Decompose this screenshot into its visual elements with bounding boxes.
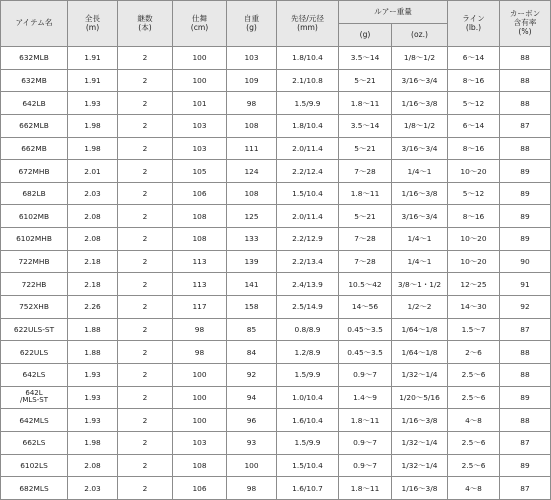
cell-length: 2.03 <box>68 477 118 500</box>
cell-line: 6～14 <box>448 114 500 137</box>
cell-carbon: 89 <box>500 160 551 183</box>
cell-line: 8～16 <box>448 205 500 228</box>
cell-lure-ounces: 1/4～1 <box>392 160 448 183</box>
cell-pieces: 2 <box>118 160 173 183</box>
table-row <box>1 228 551 251</box>
cell-lure-grams: 0.45～3.5 <box>339 318 392 341</box>
cell-item-name: 632MB <box>1 69 68 92</box>
cell-lure-grams: 1.4～9 <box>339 386 392 409</box>
cell-carbon: 87 <box>500 477 551 500</box>
cell-line: 10～20 <box>448 160 500 183</box>
cell-carbon: 90 <box>500 250 551 273</box>
cell-lure-ounces: 3/16～3/4 <box>392 69 448 92</box>
cell-item-name: 662MB <box>1 137 68 160</box>
header-lure-grams: (g) <box>339 24 392 47</box>
table-row <box>1 69 551 92</box>
cell-lure-ounces: 1/32～1/4 <box>392 454 448 477</box>
cell-diameter: 1.2/8.9 <box>277 341 339 364</box>
cell-diameter: 1.5/9.9 <box>277 363 339 386</box>
cell-weight: 103 <box>227 47 277 70</box>
cell-item-name: 642L /MLS-ST <box>1 386 68 409</box>
cell-item-name: 642LS <box>1 363 68 386</box>
cell-length: 2.01 <box>68 160 118 183</box>
cell-lure-ounces: 1/4～1 <box>392 250 448 273</box>
header-lure-weight: ルアー重量 <box>339 1 448 24</box>
cell-lure-grams: 5～21 <box>339 205 392 228</box>
cell-length: 2.03 <box>68 182 118 205</box>
cell-weight: 108 <box>227 114 277 137</box>
cell-diameter: 1.6/10.7 <box>277 477 339 500</box>
table-row <box>1 273 551 296</box>
cell-line: 1.5～7 <box>448 318 500 341</box>
cell-closed-length: 98 <box>173 341 227 364</box>
cell-lure-grams: 3.5～14 <box>339 47 392 70</box>
cell-item-name: 632MLB <box>1 47 68 70</box>
cell-diameter: 1.5/10.4 <box>277 454 339 477</box>
cell-weight: 85 <box>227 318 277 341</box>
cell-closed-length: 100 <box>173 386 227 409</box>
header-item: アイテム名 <box>1 1 68 47</box>
cell-line: 4～8 <box>448 409 500 432</box>
cell-line: 2.5～6 <box>448 454 500 477</box>
table-row <box>1 454 551 477</box>
cell-pieces: 2 <box>118 114 173 137</box>
cell-item-name: 6102MHB <box>1 228 68 251</box>
cell-pieces: 2 <box>118 409 173 432</box>
cell-diameter: 1.0/10.4 <box>277 386 339 409</box>
cell-carbon: 87 <box>500 431 551 454</box>
cell-line: 14～30 <box>448 296 500 319</box>
cell-pieces: 2 <box>118 363 173 386</box>
cell-length: 1.93 <box>68 386 118 409</box>
table-row <box>1 160 551 183</box>
cell-diameter: 0.8/8.9 <box>277 318 339 341</box>
table-row <box>1 431 551 454</box>
cell-lure-ounces: 3/16～3/4 <box>392 205 448 228</box>
cell-pieces: 2 <box>118 228 173 251</box>
cell-lure-grams: 1.8～11 <box>339 182 392 205</box>
cell-lure-ounces: 3/8～1・1/2 <box>392 273 448 296</box>
cell-lure-ounces: 1/4～1 <box>392 228 448 251</box>
cell-item-name: 622ULS <box>1 341 68 364</box>
cell-line: 10～20 <box>448 250 500 273</box>
table-row <box>1 182 551 205</box>
header-lure-ounces: (oz.) <box>392 24 448 47</box>
cell-weight: 125 <box>227 205 277 228</box>
table-row <box>1 477 551 500</box>
cell-carbon: 88 <box>500 92 551 115</box>
header-closed-length: 仕舞 (cm) <box>173 1 227 47</box>
cell-length: 1.93 <box>68 363 118 386</box>
cell-line: 4～8 <box>448 477 500 500</box>
cell-lure-grams: 0.9～7 <box>339 431 392 454</box>
cell-pieces: 2 <box>118 137 173 160</box>
cell-diameter: 1.8/10.4 <box>277 114 339 137</box>
cell-item-name: 662LS <box>1 431 68 454</box>
cell-weight: 158 <box>227 296 277 319</box>
cell-closed-length: 117 <box>173 296 227 319</box>
cell-length: 2.08 <box>68 228 118 251</box>
cell-diameter: 2.4/13.9 <box>277 273 339 296</box>
header-line: ライン (lb.) <box>448 1 500 47</box>
cell-carbon: 87 <box>500 318 551 341</box>
cell-lure-grams: 1.8～11 <box>339 409 392 432</box>
cell-item-name: 6102LS <box>1 454 68 477</box>
cell-weight: 141 <box>227 273 277 296</box>
cell-carbon: 88 <box>500 47 551 70</box>
cell-diameter: 1.8/10.4 <box>277 47 339 70</box>
cell-lure-ounces: 3/16～3/4 <box>392 137 448 160</box>
cell-closed-length: 103 <box>173 431 227 454</box>
cell-lure-ounces: 1/32～1/4 <box>392 363 448 386</box>
cell-weight: 94 <box>227 386 277 409</box>
cell-diameter: 1.5/9.9 <box>277 431 339 454</box>
header-pieces: 継数 (本) <box>118 1 173 47</box>
cell-length: 1.91 <box>68 69 118 92</box>
cell-weight: 108 <box>227 182 277 205</box>
cell-length: 1.98 <box>68 137 118 160</box>
cell-item-name: 622ULS-ST <box>1 318 68 341</box>
cell-lure-ounces: 1/64～1/8 <box>392 318 448 341</box>
cell-closed-length: 108 <box>173 454 227 477</box>
cell-pieces: 2 <box>118 341 173 364</box>
cell-diameter: 2.2/13.4 <box>277 250 339 273</box>
cell-item-name: 6102MB <box>1 205 68 228</box>
cell-lure-grams: 0.9～7 <box>339 454 392 477</box>
cell-closed-length: 106 <box>173 477 227 500</box>
cell-lure-ounces: 1/8～1/2 <box>392 47 448 70</box>
cell-line: 5～12 <box>448 182 500 205</box>
cell-closed-length: 108 <box>173 205 227 228</box>
cell-line: 8～16 <box>448 137 500 160</box>
cell-closed-length: 100 <box>173 47 227 70</box>
cell-lure-grams: 3.5～14 <box>339 114 392 137</box>
cell-length: 1.98 <box>68 431 118 454</box>
cell-length: 1.91 <box>68 47 118 70</box>
cell-closed-length: 100 <box>173 363 227 386</box>
table-row <box>1 137 551 160</box>
cell-carbon: 89 <box>500 205 551 228</box>
cell-carbon: 88 <box>500 69 551 92</box>
cell-lure-grams: 1.8～11 <box>339 92 392 115</box>
table-row <box>1 114 551 137</box>
cell-lure-grams: 10.5～42 <box>339 273 392 296</box>
cell-pieces: 2 <box>118 386 173 409</box>
cell-weight: 98 <box>227 92 277 115</box>
cell-diameter: 2.2/12.9 <box>277 228 339 251</box>
cell-pieces: 2 <box>118 477 173 500</box>
table-row <box>1 363 551 386</box>
cell-carbon: 89 <box>500 182 551 205</box>
cell-diameter: 2.5/14.9 <box>277 296 339 319</box>
table-row <box>1 318 551 341</box>
cell-closed-length: 100 <box>173 69 227 92</box>
cell-pieces: 2 <box>118 47 173 70</box>
cell-weight: 100 <box>227 454 277 477</box>
cell-length: 1.88 <box>68 318 118 341</box>
cell-line: 5～12 <box>448 92 500 115</box>
header-weight: 自重 (g) <box>227 1 277 47</box>
cell-lure-grams: 5～21 <box>339 137 392 160</box>
cell-closed-length: 106 <box>173 182 227 205</box>
cell-line: 2～6 <box>448 341 500 364</box>
cell-lure-grams: 7～28 <box>339 228 392 251</box>
cell-length: 1.98 <box>68 114 118 137</box>
cell-lure-grams: 14～56 <box>339 296 392 319</box>
cell-lure-grams: 1.8～11 <box>339 477 392 500</box>
cell-carbon: 91 <box>500 273 551 296</box>
table-row <box>1 296 551 319</box>
table-row <box>1 341 551 364</box>
table-row <box>1 205 551 228</box>
cell-closed-length: 103 <box>173 137 227 160</box>
cell-closed-length: 100 <box>173 409 227 432</box>
cell-lure-grams: 7～28 <box>339 250 392 273</box>
cell-lure-grams: 7～28 <box>339 160 392 183</box>
table-row <box>1 92 551 115</box>
header-tip-butt-diameter: 先径/元径 (mm) <box>277 1 339 47</box>
header-row-top <box>1 1 551 24</box>
cell-carbon: 88 <box>500 137 551 160</box>
cell-pieces: 2 <box>118 250 173 273</box>
cell-diameter: 2.2/12.4 <box>277 160 339 183</box>
cell-line: 2.5～6 <box>448 363 500 386</box>
cell-pieces: 2 <box>118 454 173 477</box>
cell-closed-length: 108 <box>173 228 227 251</box>
spec-table-body <box>1 47 551 500</box>
cell-length: 2.18 <box>68 250 118 273</box>
cell-carbon: 87 <box>500 114 551 137</box>
cell-closed-length: 113 <box>173 250 227 273</box>
cell-length: 2.08 <box>68 454 118 477</box>
cell-lure-ounces: 1/16～3/8 <box>392 477 448 500</box>
cell-item-name: 662MLB <box>1 114 68 137</box>
cell-line: 2.5～6 <box>448 431 500 454</box>
cell-pieces: 2 <box>118 273 173 296</box>
cell-lure-grams: 0.9～7 <box>339 363 392 386</box>
cell-weight: 96 <box>227 409 277 432</box>
cell-carbon: 89 <box>500 386 551 409</box>
cell-weight: 84 <box>227 341 277 364</box>
table-row <box>1 47 551 70</box>
cell-diameter: 1.5/10.4 <box>277 182 339 205</box>
cell-lure-ounces: 1/16～3/8 <box>392 409 448 432</box>
cell-closed-length: 98 <box>173 318 227 341</box>
cell-item-name: 682LB <box>1 182 68 205</box>
cell-weight: 124 <box>227 160 277 183</box>
cell-length: 2.08 <box>68 205 118 228</box>
cell-carbon: 88 <box>500 409 551 432</box>
cell-carbon: 88 <box>500 363 551 386</box>
cell-item-name: 722MHB <box>1 250 68 273</box>
cell-line: 8～16 <box>448 69 500 92</box>
cell-weight: 111 <box>227 137 277 160</box>
cell-weight: 92 <box>227 363 277 386</box>
cell-length: 1.88 <box>68 341 118 364</box>
cell-diameter: 1.5/9.9 <box>277 92 339 115</box>
cell-diameter: 2.1/10.8 <box>277 69 339 92</box>
cell-diameter: 2.0/11.4 <box>277 205 339 228</box>
cell-item-name: 642LB <box>1 92 68 115</box>
cell-item-name: 672MHB <box>1 160 68 183</box>
cell-carbon: 92 <box>500 296 551 319</box>
cell-lure-grams: 5～21 <box>339 69 392 92</box>
cell-carbon: 88 <box>500 341 551 364</box>
table-row <box>1 250 551 273</box>
cell-item-name: 682MLS <box>1 477 68 500</box>
cell-closed-length: 105 <box>173 160 227 183</box>
cell-line: 2.5～6 <box>448 386 500 409</box>
cell-length: 1.93 <box>68 409 118 432</box>
cell-pieces: 2 <box>118 182 173 205</box>
cell-lure-ounces: 1/20～5/16 <box>392 386 448 409</box>
cell-item-name: 642MLS <box>1 409 68 432</box>
cell-lure-ounces: 1/16～3/8 <box>392 182 448 205</box>
cell-carbon: 89 <box>500 454 551 477</box>
cell-pieces: 2 <box>118 69 173 92</box>
cell-lure-grams: 0.45～3.5 <box>339 341 392 364</box>
cell-length: 2.18 <box>68 273 118 296</box>
cell-lure-ounces: 1/32～1/4 <box>392 431 448 454</box>
cell-closed-length: 101 <box>173 92 227 115</box>
header-length: 全長 (m) <box>68 1 118 47</box>
cell-line: 10～20 <box>448 228 500 251</box>
table-row <box>1 386 551 409</box>
cell-item-name: 752XHB <box>1 296 68 319</box>
cell-carbon: 89 <box>500 228 551 251</box>
cell-weight: 93 <box>227 431 277 454</box>
cell-weight: 98 <box>227 477 277 500</box>
cell-pieces: 2 <box>118 92 173 115</box>
cell-lure-ounces: 1/16～3/8 <box>392 92 448 115</box>
cell-closed-length: 113 <box>173 273 227 296</box>
cell-line: 6～14 <box>448 47 500 70</box>
cell-diameter: 2.0/11.4 <box>277 137 339 160</box>
header-carbon: カーボン 含有率 (%) <box>500 1 551 47</box>
cell-pieces: 2 <box>118 431 173 454</box>
cell-lure-ounces: 1/64～1/8 <box>392 341 448 364</box>
table-row <box>1 409 551 432</box>
cell-pieces: 2 <box>118 205 173 228</box>
cell-length: 2.26 <box>68 296 118 319</box>
cell-weight: 139 <box>227 250 277 273</box>
cell-closed-length: 103 <box>173 114 227 137</box>
cell-weight: 133 <box>227 228 277 251</box>
cell-pieces: 2 <box>118 296 173 319</box>
cell-line: 12～25 <box>448 273 500 296</box>
cell-weight: 109 <box>227 69 277 92</box>
cell-length: 1.93 <box>68 92 118 115</box>
cell-lure-ounces: 1/2～2 <box>392 296 448 319</box>
cell-item-name: 722HB <box>1 273 68 296</box>
cell-pieces: 2 <box>118 318 173 341</box>
cell-diameter: 1.6/10.4 <box>277 409 339 432</box>
cell-lure-ounces: 1/8～1/2 <box>392 114 448 137</box>
